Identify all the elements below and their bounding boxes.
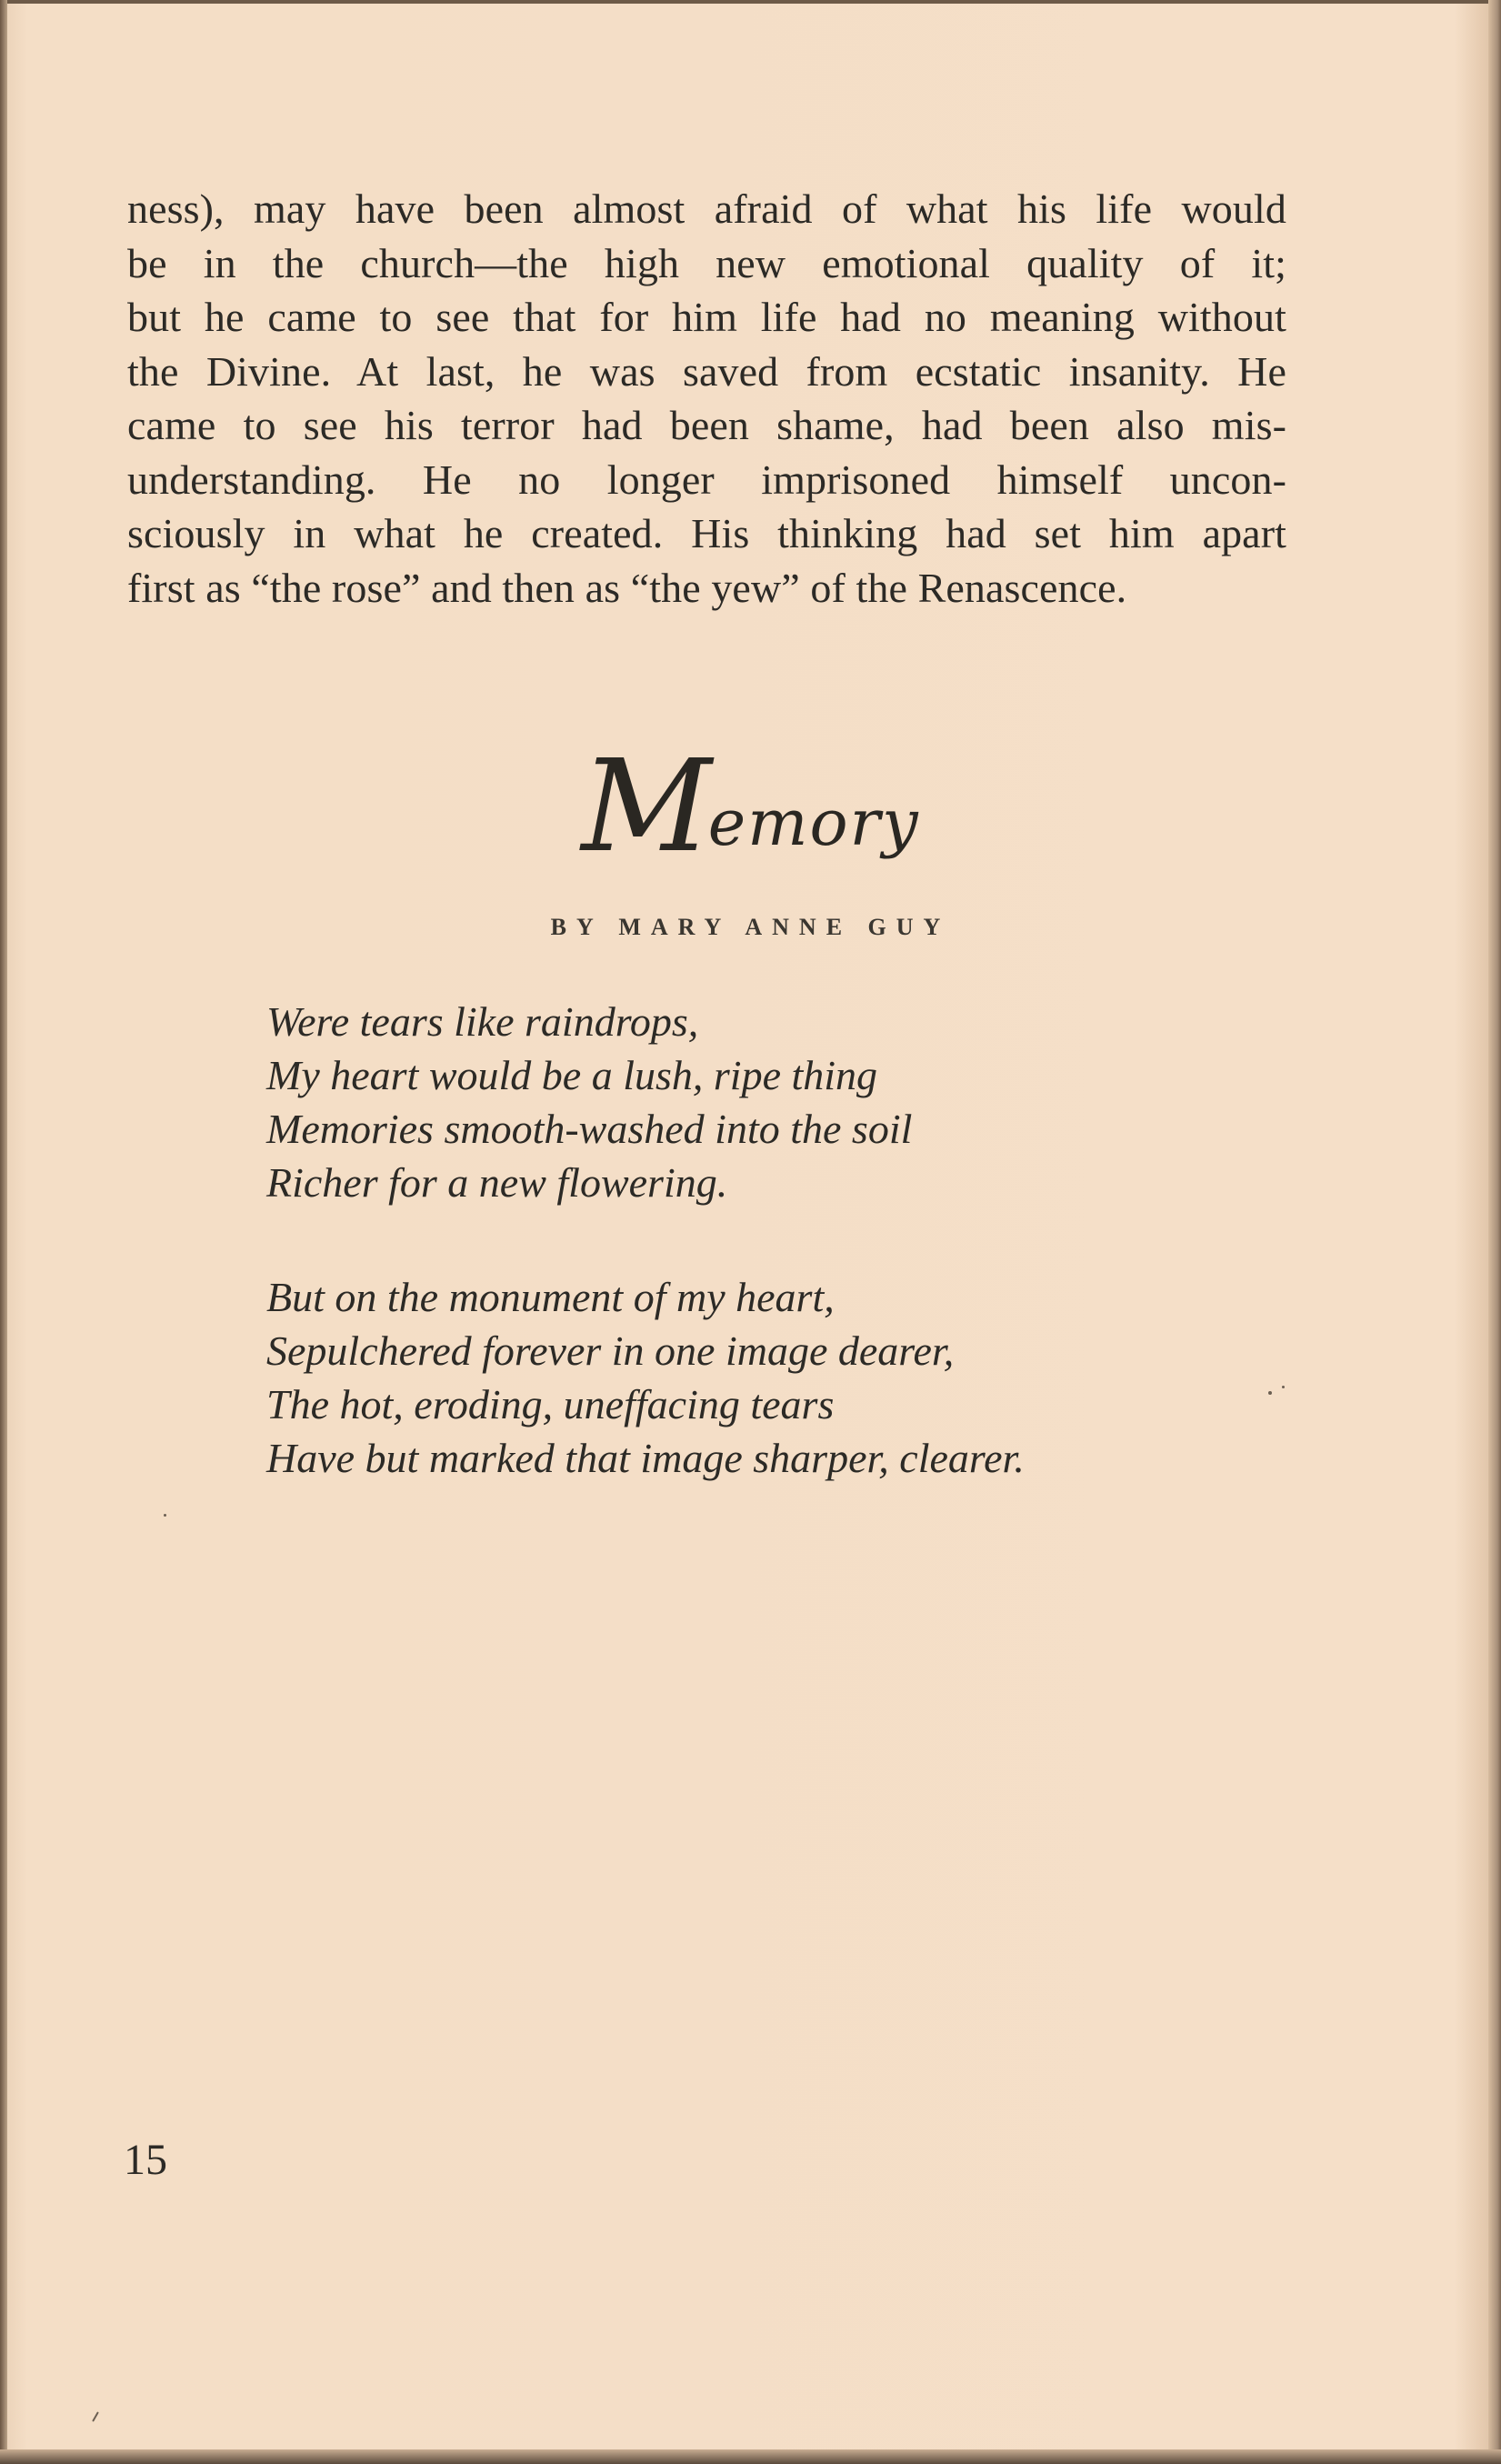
poem-body xyxy=(266,995,1312,1546)
page-binding-edge xyxy=(0,0,7,2464)
poem-title-initial: M xyxy=(581,733,714,881)
poem-stanza xyxy=(266,1270,1312,1485)
page-top-edge xyxy=(0,0,1501,4)
prose-line: sciously in what he created. His thinking had set him apart xyxy=(127,510,1286,556)
prose-line: understanding. He no longer imprisoned himself uncon- xyxy=(127,456,1286,503)
page-bottom-edge xyxy=(0,2449,1501,2464)
poem-verse: Have but marked that image sharper, clearer. xyxy=(266,1435,1025,1481)
poem-byline: BY MARY ANNE GUY xyxy=(550,914,951,940)
poem-verse: Memories smooth-washed into the soil xyxy=(266,1106,913,1152)
prose-paragraph xyxy=(127,182,1286,615)
paper-speck xyxy=(1268,1391,1272,1395)
poem-verse: Sepulchered forever in one image dearer, xyxy=(266,1327,955,1374)
poem-verse: Richer for a new flowering. xyxy=(266,1159,728,1206)
poem-title xyxy=(581,733,920,881)
poem-verse: The hot, eroding, uneffacing tears xyxy=(266,1381,835,1427)
prose-line: first as “the rose” and then as “the yew” of the Renascence. xyxy=(127,564,1127,611)
paper-speck xyxy=(164,1514,166,1517)
prose-line: be in the church—the high new emotional quality of it; xyxy=(127,239,1286,286)
prose-line: came to see his terror had been shame, had been also mis- xyxy=(127,402,1286,448)
poem-title-rest: emory xyxy=(707,786,920,860)
poem-title-block xyxy=(0,733,1501,881)
poem-verse: My heart would be a lush, ripe thing xyxy=(266,1052,878,1098)
prose-line: ness), may have been almost afraid of what his life would xyxy=(127,185,1286,232)
prose-line: the Divine. At last, he was saved from ecstatic insanity. He xyxy=(127,347,1286,395)
paper-speck xyxy=(92,2411,99,2421)
page-number: 15 xyxy=(124,2136,167,2184)
poem-verse: But on the monument of my heart, xyxy=(266,1274,835,1320)
poem-stanza xyxy=(266,995,1312,1209)
paper-speck xyxy=(1282,1386,1285,1388)
prose-line: but he came to see that for him life had no meaning without xyxy=(127,294,1286,340)
poem-verse: Were tears like raindrops, xyxy=(266,998,699,1045)
page-right-edge xyxy=(1488,0,1501,2464)
